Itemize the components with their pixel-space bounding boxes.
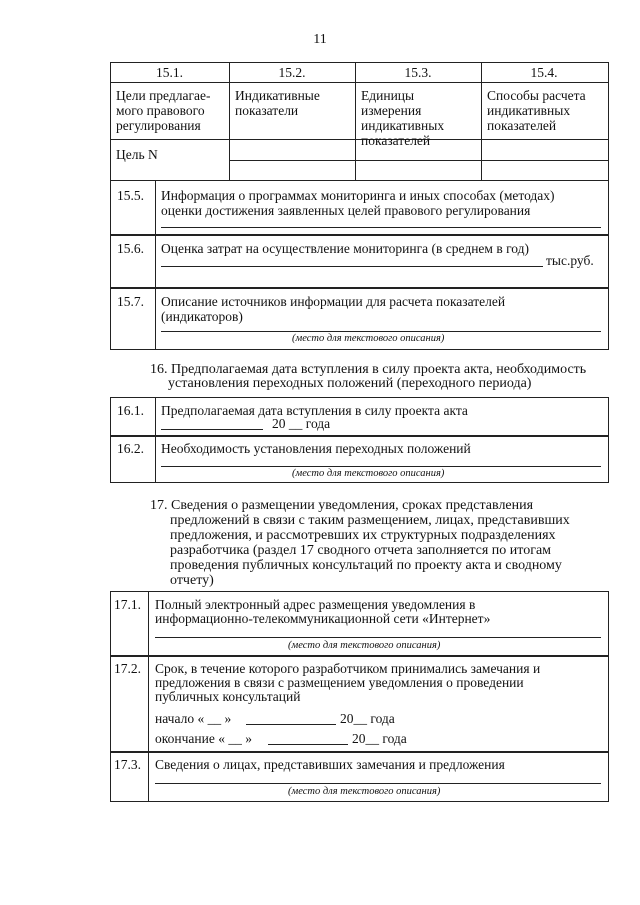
start-year: 20__ года	[340, 711, 395, 726]
placeholder-caption: (место для текстового описания)	[288, 640, 441, 651]
row-number: 16.1.	[117, 403, 144, 418]
end-date-line	[268, 744, 348, 745]
table-15-header-divider	[110, 82, 608, 83]
row-text: Предполагаемая дата вступления в силу проекта акта	[161, 403, 468, 418]
col-header-15-1: 15.1.	[156, 65, 183, 80]
placeholder-caption: (место для текстового описания)	[292, 333, 445, 344]
row-text: Сведения о лицах, представивших замечания и предложения	[155, 757, 505, 772]
section-17-title: проведения публичных консультаций по проекту акта и сводному	[170, 558, 562, 573]
answer-line	[161, 466, 601, 467]
answer-line	[155, 783, 601, 784]
answer-line	[161, 266, 543, 267]
col-title-units: Единицы измерения индикативных показателей	[361, 88, 445, 148]
row-text: Необходимость установления переходных положений	[161, 441, 471, 456]
table-15-goal-divider	[110, 139, 608, 140]
col-header-15-3: 15.3.	[404, 65, 432, 80]
placeholder-caption: (место для текстового описания)	[292, 468, 445, 479]
row-num-divider	[155, 287, 156, 349]
row-num-divider	[148, 655, 149, 752]
row-text: Описание источников информации для расчета показателей	[161, 294, 506, 309]
answer-line	[161, 227, 601, 228]
row-num-divider	[155, 397, 156, 436]
row-number: 15.6.	[117, 241, 144, 256]
row-number: 16.2.	[117, 441, 144, 456]
row-number: 17.1.	[114, 597, 141, 612]
col-title-methods: Способы расчета индикативных показателей	[487, 88, 586, 133]
year-text: 20 __ года	[272, 416, 331, 431]
unit-label: тыс.руб.	[546, 253, 594, 268]
col-header-15-2: 15.2.	[278, 65, 306, 80]
section-17-title: предложений в связи с таким размещением, лицах, представивших	[170, 513, 570, 528]
row-num-divider	[148, 591, 149, 656]
col-title-indicators: Индикативные показатели	[235, 88, 320, 118]
section-17-title: 17. Сведения о размещении уведомления, сроках представления	[150, 498, 534, 513]
row-num-divider	[155, 234, 156, 288]
row-number: 15.5.	[117, 188, 144, 203]
row-number: 15.7.	[117, 294, 144, 309]
end-label: окончание « __ »	[155, 731, 252, 746]
section-17-title: отчету)	[170, 573, 214, 588]
row-text: (индикаторов)	[161, 309, 243, 324]
row-text: Информация о программах мониторинга и иных способах (методах)	[161, 188, 555, 203]
answer-line	[161, 429, 263, 430]
row-number: 17.2.	[114, 661, 141, 676]
row-text: публичных консультаций	[155, 689, 301, 704]
section-17-title: предложения, и рассмотревших их структурных подразделениях	[170, 528, 556, 543]
row-text: предложения в связи с размещением уведомления о проведении	[155, 675, 524, 690]
col-title-goals: Цели предлагае-мого правового регулирования	[116, 88, 211, 133]
answer-line	[161, 331, 601, 332]
row-text: оценки достижения заявленных целей правового регулирования	[161, 203, 531, 218]
answer-line	[155, 637, 601, 638]
row-text: Оценка затрат на осуществление мониторинга (в среднем в год)	[161, 241, 530, 256]
row-num-divider	[148, 751, 149, 801]
page-number: 11	[313, 32, 327, 47]
row-number: 17.3.	[114, 757, 141, 772]
table-15-goal-row-rule	[229, 160, 608, 161]
col-header-15-4: 15.4.	[530, 65, 558, 80]
row-text: Полный электронный адрес размещения уведомления в	[155, 597, 476, 612]
row-num-divider	[155, 435, 156, 482]
section-16-title: 16. Предполагаемая дата вступления в силу проекта акта, необходимость	[150, 362, 587, 377]
row-num-divider	[155, 180, 156, 235]
end-year: 20__ года	[352, 731, 407, 746]
row-text: Срок, в течение которого разработчиком принимались замечания и	[155, 661, 541, 676]
start-label: начало « __ »	[155, 711, 232, 726]
placeholder-caption: (место для текстового описания)	[288, 786, 441, 797]
row-text: информационно-телекоммуникационной сети «Интернет»	[155, 611, 491, 626]
goal-label: Цель N	[116, 147, 158, 162]
section-16-title: установления переходных положений (переходного периода)	[168, 376, 532, 391]
section-17-title: разработчика (раздел 17 сводного отчета заполняется по итогам	[170, 543, 552, 558]
start-date-line	[246, 724, 336, 725]
